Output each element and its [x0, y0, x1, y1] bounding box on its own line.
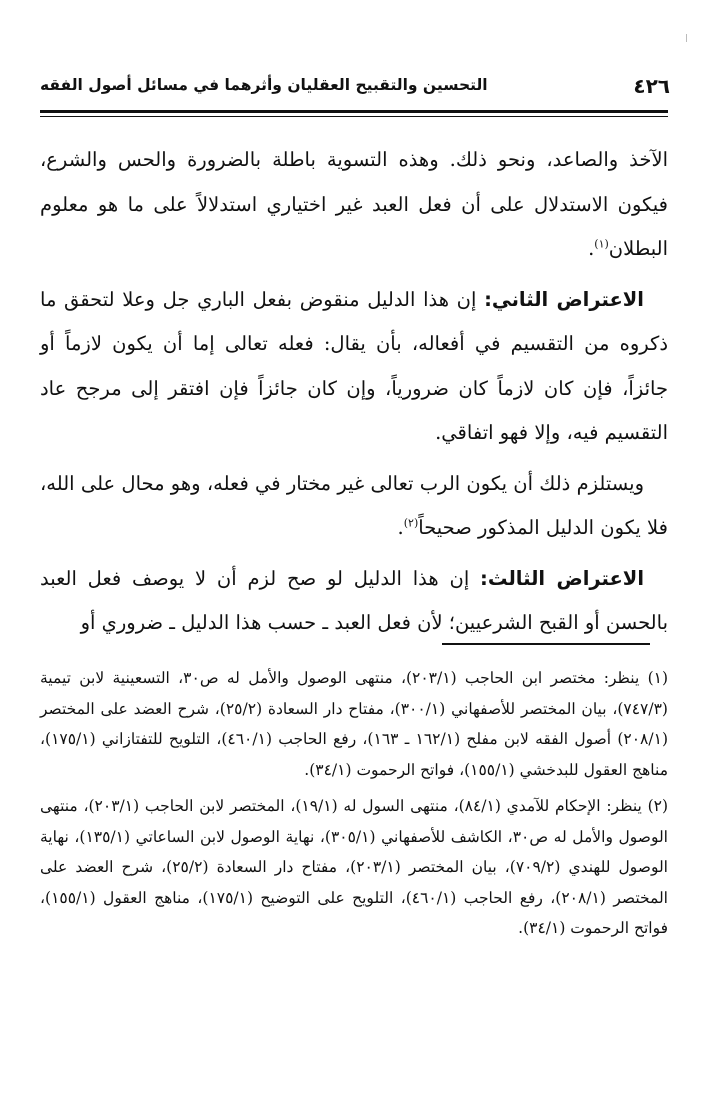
page-header — [40, 72, 670, 104]
footnote-2: (٢) ينظر: الإحكام للآمدي (٨٤/١)، منتهى السول له (١٩/١)، المختصر لابن الحاجب (٢٠٣/١)، منتهى الوصول والأمل له ص٣٠، الكاشف للأصفهاني (٣٠٥/١)، نهاية الوصول لابن الساعاتي (١٣٥/١)، نهاية الوصول للهندي (٧٠٩/٢)، بيان المختصر (٢٠٣/١)، مفتاح دار السعادة (٢٥/٢)، شرح العضد على المختصر (٢٠٨/١)، رفع الحاجب (٤٦٠/١)، التلويح على التوضيح (١٧٥/١)، مناهج العقول (١٥٥/١)، فواتح الرحموت (٣٤/١). — [40, 797, 669, 937]
footnote-separator — [442, 643, 650, 645]
objection-3-heading: الاعتراض الثالث: — [480, 566, 644, 590]
paragraph-1: الآخذ والصاعد، ونحو ذلك. وهذه التسوية باطلة بالضرورة والحس والشرع، فيكون الاستدلال على أن فعل العبد غير اختياري استدلالاً على ما هو معلوم البطلان$^{(١)}$. — [40, 148, 668, 260]
paragraph-2 — [40, 278, 668, 456]
footnote-ref-2: (٢) — [403, 516, 419, 530]
paragraph-3-text: ويستلزم ذلك أن يكون الرب تعالى غير مختار في فعله، وهو محال على الله، فلا يكون الدليل المذكور صحيحاً — [40, 471, 668, 539]
paragraph-4-text: إن هذا الدليل لو صح لزم أن لا يوصف فعل العبد بالحسن أو القبح الشرعيين؛ لأن فعل العبد ـ حسب هذا الدليل ـ ضروري أو — [40, 566, 668, 634]
footnotes — [40, 663, 668, 950]
paragraph-3 — [40, 462, 668, 551]
main-text — [40, 138, 668, 652]
margin-mark — [686, 34, 687, 42]
paragraph-1-text: الآخذ والصاعد، ونحو ذلك. وهذه التسوية باطلة بالضرورة والحس والشرع، فيكون الاستدلال على أن فعل العبد غير اختياري استدلالاً على ما هو معلوم البطلان — [40, 148, 668, 260]
footnote-1: (١) ينظر: مختصر ابن الحاجب (٢٠٣/١)، منتهى الوصول والأمل له ص٣٠، التسعينية لابن تيمية (٧٤٧/٣)، بيان المختصر للأصفهاني (٣٠٠/١)، مفتاح دار السعادة (٢٥/٢)، شرح العضد على المختصر (٢٠٨/١) أصول الفقه لابن مفلح (١٦٢/١ ـ ١٦٣)، رفع الحاجب (٤٦٠/١)، التلويح للتفتازاني (١٧٥/١)، مناهج العقول للبدخشي (١٥٥/١)، فواتح الرحموت (٣٤/١). — [40, 669, 669, 779]
page-number: ٤٢٦ — [633, 74, 670, 98]
footnote-ref-1: (١) — [594, 237, 609, 251]
objection-2-heading: الاعتراض الثاني: — [484, 287, 644, 311]
header-rule-thin — [40, 116, 668, 117]
header-rule-thick — [40, 110, 668, 113]
paragraph-3-end: . — [397, 516, 404, 539]
paragraph-2-text: إن هذا الدليل منقوض بفعل الباري جل وعلا لتحقق ما ذكروه من التقسيم في أفعاله، بأن يقال: فعله تعالى إما أن يكون لازماً أو جائزاً، فإن كان لازماً كان ضرورياً، وإن كان جائزاً فإن افتقر إلى مرجح عاد التقسيم فيه، وإلا فهو اتفاقي. — [40, 287, 668, 444]
paragraph-4 — [40, 557, 668, 646]
running-title: التحسين والتقبيح العقليان وأثرهما في مسائل أصول الفقه — [40, 76, 488, 94]
